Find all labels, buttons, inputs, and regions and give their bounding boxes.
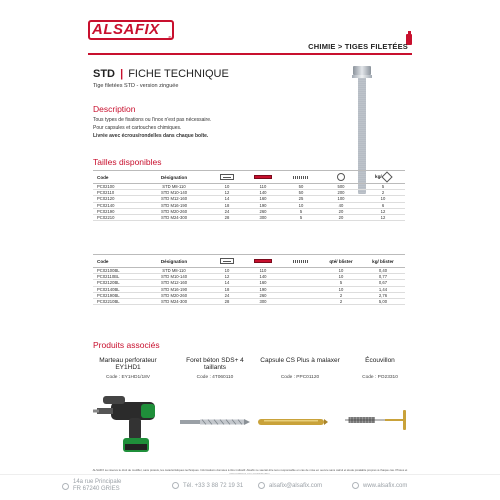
table-row: PC02100 STD M8-110 10 110 50 500 5 [93, 184, 405, 190]
product-code: Code : 4T060110 [196, 375, 234, 380]
mail-icon [258, 482, 265, 489]
product-name: Foret béton SDS+ 4 taillants [186, 357, 244, 371]
product-capsule[interactable] [260, 357, 340, 380]
registered-mark: ® [168, 36, 172, 42]
col-quantity [321, 171, 361, 184]
drill-depth-icon [293, 176, 309, 179]
description-text [93, 116, 211, 140]
product-hammer-drill[interactable] [88, 357, 168, 380]
title-label: FICHE TECHNIQUE [128, 68, 229, 80]
footer-website[interactable]: www.alsafix.com [352, 482, 407, 489]
product-code: Code : PO23310 [362, 375, 398, 380]
brush-image [345, 408, 411, 432]
description-line: Livrée avec écrous/rondelles dans chaque boîte. [93, 133, 209, 139]
product-name: Marteau perforateur EY1HD1 [99, 357, 157, 371]
title-separator: | [120, 68, 124, 80]
footer-email[interactable]: alsafix@alsafix.com [258, 482, 322, 489]
product-brush[interactable] [345, 357, 415, 380]
table-header-row [93, 255, 405, 268]
address-line: FR 67240 GRIES [73, 486, 120, 492]
col-code: Code [93, 171, 139, 184]
col-length [245, 255, 281, 268]
table-row: PC02110 STD M10-140 12 140 50 200 2 [93, 190, 405, 196]
phone-icon [172, 482, 179, 489]
col-drill-depth [281, 255, 321, 268]
table-header-row [93, 171, 405, 184]
table-row: PC02100BL STD M8-110 10 110 10 0,40 [93, 268, 405, 274]
sizes-table-box [93, 170, 405, 221]
footer-phone[interactable]: Tél. +33 3 88 72 19 31 [172, 482, 243, 489]
table-row: PC02140BL STD M16-190 18 190 10 1,44 [93, 286, 405, 292]
globe-icon [352, 482, 359, 489]
table-row: PC02210 STD M24-300 28 300 5 20 12 [93, 214, 405, 220]
table-row: PC02120BL STD M12-160 14 160 5 0,67 [93, 280, 405, 286]
capsule-image [258, 413, 328, 431]
hammer-drill-image [93, 388, 165, 460]
col-code: Code [93, 255, 139, 268]
alsafix-logo [88, 16, 176, 42]
col-drill-diameter [209, 171, 245, 184]
table-row: PC02120 STD M12-160 14 160 25 100 10 [93, 196, 405, 202]
sizes-heading: Tailles disponibles [93, 157, 162, 167]
description-line: Pour capsules et cartouches chimiques. [93, 125, 182, 131]
description-heading: Description [93, 104, 136, 114]
washer-icon [337, 173, 345, 181]
drill-depth-icon [293, 260, 309, 263]
drill-diameter-icon [220, 258, 234, 264]
product-name: Écouvillon [365, 357, 395, 364]
col-weight: kg/ [361, 171, 405, 184]
drill-bit-image [180, 413, 250, 431]
header-divider [88, 53, 412, 55]
col-drill-depth [281, 171, 321, 184]
product-name: Capsule CS Plus à malaxer [260, 357, 340, 364]
logo-text: ALSAFIX [92, 21, 160, 38]
footer-address [62, 479, 121, 493]
description-line: Tous types de fixations ou l'inox n'est pas nécessaire. [93, 117, 212, 123]
drill-diameter-icon [220, 174, 234, 180]
table-row: PC02190 STD M20-260 24 260 5 20 12 [93, 208, 405, 214]
related-products-heading: Produits associés [93, 340, 160, 350]
box-icon [381, 171, 392, 182]
col-length [245, 171, 281, 184]
table-row: PC02110BL STD M10-140 12 140 10 0,77 [93, 274, 405, 280]
col-kg-blister: kg/ blister [361, 255, 405, 268]
col-drill-diameter [209, 255, 245, 268]
col-designation: Désignation [139, 171, 209, 184]
table-row: PC02210BL STD M24-300 28 300 2 5,00 [93, 298, 405, 304]
col-designation: Désignation [139, 255, 209, 268]
title-std: STD [93, 68, 115, 80]
footer [0, 474, 500, 500]
location-icon [62, 483, 69, 490]
product-code: Code : PPC01120 [280, 375, 320, 380]
legal-disclaimer: ALSAFIX se réserve le droit de modifier, sans préavis, les caractéristiques techniques. Informations données à titre indicatif. Alsafix ne saurait être tenu responsable en cas de mise en oeuvre sans calcul et étude préalable propres à chaque cas. Photos et [92, 468, 408, 472]
table-row: PC02190BL STD M20-260 24 260 2 2,76 [93, 292, 405, 298]
sizes-table-blister [93, 254, 405, 305]
col-qty-blister: qté/ blister [321, 255, 361, 268]
page-subtitle: Tige filetées STD - version zinguée [93, 83, 179, 89]
product-drill-bit[interactable] [175, 357, 255, 380]
page-title [93, 68, 229, 80]
rod-length-icon [254, 175, 272, 179]
table-row: PC02140 STD M16-190 18 190 10 40 6 [93, 202, 405, 208]
address-line: 14a rue Principale [73, 479, 122, 485]
rod-length-icon [254, 259, 272, 263]
category-breadcrumb: CHIMIE > TIGES FILETÉES [308, 42, 408, 51]
product-code: Code : EY1HD1/18V [106, 375, 150, 380]
